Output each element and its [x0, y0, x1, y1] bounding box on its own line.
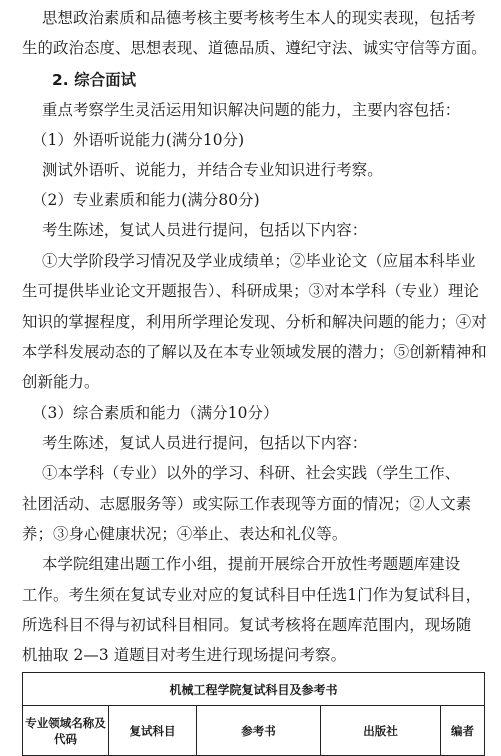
paragraph-line: 创新能力。: [22, 373, 100, 391]
paragraph-line: 本学科发展动态的了解以及在本专业领域发展的潜力；⑤创新精神和: [22, 343, 487, 361]
subheading-line: （3）综合素质和能力（满分10分）: [22, 404, 279, 422]
paragraph-line: 本学院组建出题工作小组，提前开展综合开放性考题题库建设: [22, 555, 461, 573]
paragraph-line: 机抽取 2—3 道题目对考生进行现场提问考察。: [22, 646, 347, 664]
column-header-editor: 编者: [441, 706, 485, 756]
paragraph-line: 社团活动、志愿服务等）或实际工作表现等方面的情况；②人文素: [22, 495, 472, 513]
paragraph-line: 测试外语听、说能力，并结合专业知识进行考察。: [22, 161, 383, 179]
column-header-reference-book: 参考书: [197, 706, 321, 756]
reference-table: [22, 672, 485, 756]
section-heading: 2. 综合面试: [52, 71, 137, 89]
paragraph-line: 重点考察学生灵活运用知识解决问题的能力，主要内容包括：: [22, 101, 461, 119]
paragraph-line: 养；③身心健康状况；④举止、表达和礼仪等。: [22, 525, 348, 543]
paragraph-line: ①本学科（专业）以外的学习、科研、社会实践（学生工作、: [22, 464, 461, 482]
paragraph-line: 考生陈述，复试人员进行提问，包括以下内容：: [22, 434, 368, 452]
subheading-line: （2）专业素质和能力(满分80分): [22, 191, 260, 209]
paragraph-line: 考生陈述，复试人员进行提问，包括以下内容：: [22, 221, 368, 239]
paragraph-line: 知识的掌握程度，利用所学理论发现、分析和解决问题的能力；④对: [22, 313, 487, 331]
subheading-line: （1）外语听说能力(满分10分): [22, 131, 245, 149]
paragraph-line: 思想政治素质和品德考核主要考核考生本人的现实表现，包括考: [22, 9, 476, 27]
paragraph-line: 所选科目不得与初试科目相同。复试考核将在题库范围内，现场随: [22, 616, 472, 634]
column-header-subject: 复试科目: [109, 706, 197, 756]
paragraph-line: 工作。考生须在复试专业对应的复试科目中任选1门作为复试科目，: [22, 586, 482, 604]
paragraph-line: 生的政治态度、思想表现、道德品质、遵纪守法、诚实守信等方面。: [22, 39, 487, 57]
paragraph-line: ①大学阶段学习情况及学业成绩单；②毕业论文（应届本科毕业: [22, 252, 476, 270]
paragraph-line: 生可提供毕业论文开题报告）、科研成果；③对本学科（专业）理论: [22, 282, 480, 300]
column-header-major: 专业领域名称及代码: [23, 706, 109, 756]
table-caption: 机械工程学院复试科目及参考书: [23, 673, 485, 706]
column-header-publisher: 出版社: [321, 706, 441, 756]
